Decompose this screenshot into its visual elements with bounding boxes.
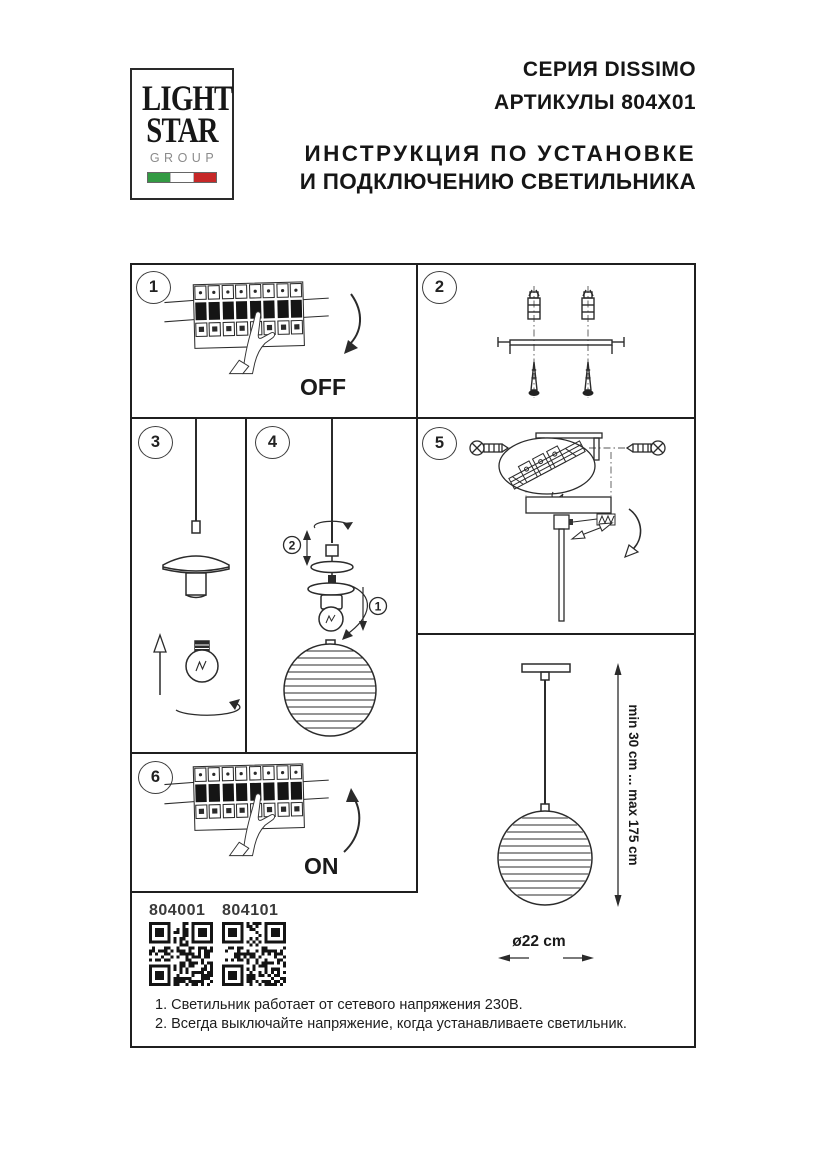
wall-anchor-icon [528, 290, 540, 319]
articles-title: АРТИКУЛЫ 804X01 [494, 91, 696, 114]
rotate-arrow-icon [176, 699, 240, 715]
rotate-arrow-icon [625, 509, 641, 557]
qr-code [149, 922, 213, 986]
lightstar-logo [130, 68, 234, 200]
ceiling-plate-icon [522, 664, 570, 672]
logo-word-group: GROUP [149, 151, 219, 165]
lower-disc-icon [308, 583, 354, 595]
screw-icon [627, 441, 665, 455]
step-number: 6 [150, 768, 161, 786]
article-code: 804101 [222, 902, 279, 919]
suspension-rod [559, 529, 564, 621]
step-number: 2 [434, 278, 445, 296]
instruction-title-line2: И ПОДКЛЮЧЕНИЮ СВЕТИЛЬНИКА [299, 169, 696, 194]
step-4-glass-sphere-assembly-illustration [246, 419, 416, 752]
slide-double-arrow-icon [572, 523, 612, 539]
light-bulb-icon [186, 641, 218, 682]
height-range-label: min 30 cm ... max 175 cm [626, 704, 641, 866]
step-number: 1 [148, 278, 159, 296]
off-label: OFF [300, 374, 346, 400]
arrow-up-icon [154, 635, 166, 695]
logo-word-light: LIGHT [142, 78, 233, 118]
header-text-block [300, 58, 696, 196]
step-number: 4 [267, 433, 278, 451]
svg-text:2: 2 [288, 538, 296, 553]
diameter-label: ø22 cm [512, 933, 566, 950]
notes-block [155, 996, 627, 1034]
lamp-shade-icon [163, 556, 229, 598]
wall-anchor-icon [582, 290, 594, 319]
flag-white-segment [170, 173, 194, 182]
svg-text:1: 1 [374, 599, 382, 614]
step-6-breaker-on-illustration [132, 756, 415, 892]
screw-icon [470, 441, 508, 455]
step-2-mounting-bracket-illustration [419, 266, 694, 416]
light-bulb-icon [319, 607, 343, 631]
on-label: ON [304, 853, 339, 879]
terminal-detail-balloon [499, 436, 595, 502]
canopy-icon [526, 497, 611, 513]
upper-disc-icon [311, 562, 353, 573]
italian-flag-icon [147, 172, 217, 183]
article-code: 804001 [149, 902, 206, 919]
arrow-up-icon [344, 788, 359, 852]
height-dimension-line [615, 663, 622, 907]
mounting-bar-icon [498, 337, 624, 354]
diameter-dimension-line [498, 955, 594, 962]
cord-grip-box [554, 515, 569, 529]
step-number: 5 [434, 434, 445, 452]
up-down-arrow-icon [303, 530, 311, 566]
step-3-bulb-install-illustration [131, 419, 245, 752]
divider-step4-bottom [130, 752, 418, 754]
step-number: 3 [150, 433, 161, 451]
logo-word-star: STAR [146, 110, 218, 150]
flag-red-segment [194, 173, 216, 182]
arrow-down-icon [344, 294, 360, 354]
instruction-title-line1: ИНСТРУКЦИЯ ПО УСТАНОВКЕ [304, 141, 696, 166]
callout-1-badge [370, 598, 387, 615]
cord-lock-nut [326, 545, 338, 556]
step-1-breaker-off-illustration [132, 266, 415, 416]
note-line-1: 1. Светильник работает от сетевого напряжения 230В. [155, 997, 523, 1013]
note-line-2: 2. Всегда выключайте напряжение, когда устанавливаете светильник. [155, 1016, 627, 1032]
ribbed-glass-sphere-icon [495, 804, 595, 905]
twist-arrow-icon [314, 521, 353, 530]
ribbed-glass-sphere-icon [282, 640, 378, 736]
qr-code [222, 922, 286, 986]
step-5-ceiling-mount-illustration [419, 419, 695, 633]
callout-2-badge [284, 537, 301, 554]
pendant-dimensions-drawing [417, 634, 696, 1034]
series-title: СЕРИЯ DISSIMO [522, 58, 696, 81]
flag-green-segment [148, 173, 170, 182]
